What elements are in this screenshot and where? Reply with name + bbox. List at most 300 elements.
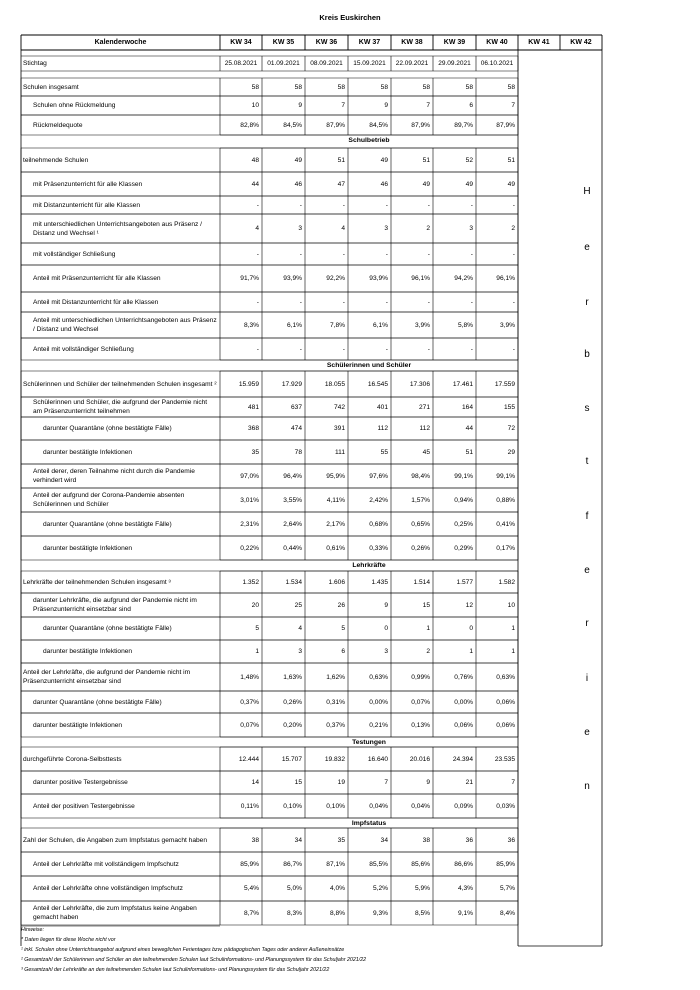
header-kw-34: KW 34 <box>230 39 252 46</box>
table-cell: 0,68% <box>369 520 388 528</box>
table-cell: 15 <box>294 779 302 786</box>
table-cell: 12.444 <box>238 755 259 763</box>
row-label: durchgeführte Corona-Selbsttests <box>23 755 122 763</box>
table-cell: 1.577 <box>456 578 473 586</box>
table-cell: 5,7% <box>499 885 515 892</box>
table-cell: - <box>342 298 345 306</box>
table-cell: 38 <box>251 836 259 844</box>
table-cell: - <box>470 345 473 353</box>
table-cell: - <box>512 298 515 306</box>
table-cell: 25 <box>294 601 302 609</box>
table-cell: 271 <box>418 403 430 411</box>
table-cell: 3 <box>298 648 302 655</box>
table-cell: 9 <box>426 779 430 786</box>
section-heading: Schülerinnen und Schüler <box>326 362 412 369</box>
table-cell: 6 <box>341 648 345 655</box>
table-cell: 92,2% <box>326 275 345 282</box>
table-cell: 4 <box>298 625 302 632</box>
table-cell: 52 <box>465 156 473 164</box>
herbstferien-letter: r <box>585 618 589 629</box>
header-kw-36: KW 36 <box>315 39 338 46</box>
table-cell: 2,64% <box>283 520 302 528</box>
table-cell: - <box>512 250 515 258</box>
table-cell: 87,9% <box>496 121 515 129</box>
table-cell: - <box>385 201 388 209</box>
stichtag-date: 25.08.2021 <box>224 60 258 67</box>
table-cell: 0,37% <box>240 698 259 706</box>
table-cell: 112 <box>419 425 430 432</box>
row-label: darunter bestätigte Infektionen <box>43 544 133 552</box>
footnote: ³ Gesamtzahl der Lehrkräfte an den teilnehmenden Schulen laut Schulinformations- und Planungssystem für das Schuljahr 2021/22 <box>21 967 330 973</box>
table-cell: 19.832 <box>324 755 345 763</box>
table-cell: 1,63% <box>283 673 302 681</box>
table-cell: 0,03% <box>496 802 515 810</box>
table-cell: 4,0% <box>329 885 345 892</box>
table-cell: 85,9% <box>240 860 259 868</box>
table-cell: 23.535 <box>494 755 515 763</box>
table-cell: 0,13% <box>411 721 430 729</box>
table-cell: 7,8% <box>329 321 345 329</box>
table-cell: 58 <box>251 83 259 91</box>
table-cell: 58 <box>337 83 345 91</box>
table-cell: 742 <box>333 403 345 411</box>
table-cell: 4 <box>255 225 259 232</box>
table-cell: 85,6% <box>411 860 430 868</box>
table-cell: 10 <box>251 102 259 109</box>
table-cell: 0,20% <box>283 721 302 729</box>
stichtag-date: 15.09.2021 <box>353 60 386 67</box>
table-cell: 58 <box>422 83 430 91</box>
table-cell: 36 <box>465 836 473 844</box>
row-label: darunter Quarantäne (ohne bestätigte Fälle) <box>43 425 172 432</box>
table-cell: 34 <box>294 836 302 844</box>
row-label: Rückmeldequote <box>33 121 83 129</box>
table-cell: 0,94% <box>454 496 473 504</box>
table-cell: 1.582 <box>498 578 515 586</box>
row-label: darunter bestätigte Infektionen <box>43 448 133 456</box>
table-cell: 46 <box>294 180 302 188</box>
table-cell: 3 <box>384 648 388 655</box>
table-cell: 86,7% <box>283 860 302 868</box>
table-cell: 24.394 <box>452 755 473 763</box>
table-cell: 17.306 <box>409 380 430 388</box>
table-cell: 7 <box>426 102 430 109</box>
table-cell: 8,8% <box>329 909 345 917</box>
table-cell: 368 <box>247 425 259 432</box>
table-cell: 5,4% <box>243 885 259 892</box>
header-kw-35: KW 35 <box>272 39 295 46</box>
table-cell: 155 <box>503 403 515 411</box>
footnote: ¹ inkl. Schulen ohne Unterrichtsangebot aufgrund eines beweglichen Ferientages bzw. pädagogischen Tages oder anderer Außeneinsätze <box>21 947 345 953</box>
footnote: ² Gesamtzahl der Schülerinnen und Schüler an den teilnehmenden Schulen laut Schulinformations- und Planungssystem für das Schuljahr 2021/22 <box>21 957 367 963</box>
row-label: mit Präsenzunterricht für alle Klassen <box>33 180 143 188</box>
herbstferien-letter: s <box>584 403 590 414</box>
row-label: darunter Lehrkräfte, die aufgrund der Pandemie nicht im Präsenzunterricht einsetzbar sind <box>33 597 197 613</box>
table-cell: 112 <box>377 425 388 432</box>
table-cell: 9 <box>384 102 388 109</box>
table-cell: 0,44% <box>283 544 302 552</box>
table-cell: 95,9% <box>326 472 345 480</box>
table-cell: 1.435 <box>371 578 388 586</box>
table-cell: 0,26% <box>411 544 430 552</box>
table-cell: - <box>385 250 388 258</box>
row-label: Anteil der Lehrkräfte, die zum Impfstatus keine Angaben gemacht haben <box>33 905 197 921</box>
table-cell: 1.514 <box>413 578 430 586</box>
table-cell: 0,65% <box>411 520 430 528</box>
header-kw-40: KW 40 <box>486 39 508 46</box>
herbstferien-letter: t <box>585 456 589 467</box>
table-cell: 2 <box>426 225 430 232</box>
row-label: Schülerinnen und Schüler der teilnehmenden Schulen insgesamt ² <box>23 380 217 388</box>
table-cell: 111 <box>334 448 345 456</box>
table-cell: 164 <box>461 403 473 411</box>
table-cell: 2 <box>426 648 430 655</box>
table-cell: 8,3% <box>286 909 302 917</box>
row-label: darunter Quarantäne (ohne bestätigte Fälle) <box>43 625 172 632</box>
table-cell: 1.534 <box>285 578 302 586</box>
table-cell: 96,4% <box>283 472 302 480</box>
table-cell: 36 <box>507 836 515 844</box>
row-label: Schülerinnen und Schüler, die aufgrund der Pandemie nicht am Präsenzunterricht teilnehmen <box>33 399 208 415</box>
herbstferien-letter: f <box>585 511 589 522</box>
stichtag-date: 08.09.2021 <box>310 60 343 67</box>
table-cell: - <box>470 298 473 306</box>
table-cell: - <box>256 250 259 258</box>
table-cell: 51 <box>422 156 430 164</box>
table-cell: 58 <box>294 83 302 91</box>
table-cell: - <box>427 345 430 353</box>
row-label: mit unterschiedlichen Unterrichtsangeboten aus Präsenz / Distanz und Wechsel ¹ <box>33 220 202 237</box>
table-cell: 15 <box>422 601 430 609</box>
table-cell: 0,00% <box>454 698 473 706</box>
table-cell: 8,3% <box>243 321 259 329</box>
row-label: darunter Quarantäne (ohne bestätigte Fälle) <box>33 698 162 706</box>
table-cell: 15.707 <box>281 755 302 763</box>
table-cell: 0,63% <box>496 673 515 681</box>
herbstferien-letter: n <box>584 781 590 792</box>
table-cell: 44 <box>465 425 473 432</box>
table-cell: 0,33% <box>369 544 388 552</box>
herbstferien-letter: e <box>584 727 590 738</box>
table-cell: 2 <box>511 225 515 232</box>
herbstferien-letter: r <box>585 297 589 308</box>
table-cell: 17.461 <box>452 380 473 388</box>
table-cell: 0,11% <box>240 802 259 810</box>
table-cell: 3,9% <box>414 321 430 329</box>
table-cell: 474 <box>290 425 302 432</box>
table-cell: 99,1% <box>496 472 515 480</box>
table-cell: - <box>256 201 259 209</box>
table-cell: - <box>427 298 430 306</box>
table-cell: 0,26% <box>283 698 302 706</box>
herbstferien-letter: e <box>584 242 590 253</box>
row-label: mit vollständiger Schließung <box>33 250 116 258</box>
table-cell: 7 <box>511 779 515 786</box>
stichtag-date: 06.10.2021 <box>480 60 514 67</box>
row-label: Lehrkräfte der teilnehmenden Schulen insgesamt ³ <box>23 578 171 586</box>
table-cell: 49 <box>422 180 430 188</box>
header-kw-39: KW 39 <box>443 39 466 46</box>
table-cell: 16.545 <box>367 380 388 388</box>
table-cell: 1.606 <box>328 578 345 586</box>
header-kw-42: KW 42 <box>570 39 592 46</box>
row-label: Anteil mit vollständiger Schließung <box>33 345 134 353</box>
table-cell: 0,06% <box>454 721 473 729</box>
table-cell: 2,42% <box>369 496 388 504</box>
table-cell: 97,6% <box>369 472 388 480</box>
table-cell: 99,1% <box>454 472 473 480</box>
row-label: Anteil der Lehrkräfte mit vollständigem Impfschutz <box>33 860 179 868</box>
row-label: Anteil derer, deren Teilnahme nicht durch die Pandemie verhindert wird <box>33 468 195 484</box>
table-cell: 49 <box>380 156 388 164</box>
table-cell: 481 <box>247 403 259 411</box>
table-cell: - <box>299 298 302 306</box>
row-label: darunter bestätigte Infektionen <box>43 648 133 655</box>
herbstferien-letter: i <box>585 673 589 684</box>
table-cell: 0,10% <box>283 802 302 810</box>
table-cell: 0,63% <box>369 673 388 681</box>
table-cell: 45 <box>422 448 430 456</box>
table-cell: 0,06% <box>496 698 515 706</box>
row-label: darunter positive Testergebnisse <box>33 779 128 786</box>
table-cell: 29 <box>507 448 515 456</box>
table-cell: 17.929 <box>281 380 302 388</box>
row-label: Anteil mit unterschiedlichen Unterrichtsangeboten aus Präsenz / Distanz und Wechsel <box>33 317 217 333</box>
table-cell: 0,09% <box>454 802 473 810</box>
table-cell: 89,7% <box>454 121 473 129</box>
table-cell: 20 <box>251 601 259 609</box>
table-cell: 0,41% <box>496 520 515 528</box>
table-cell: 93,9% <box>283 275 302 282</box>
herbstferien-letter: b <box>584 349 590 360</box>
table-cell: 19 <box>337 779 345 786</box>
header-kalenderwoche: Kalenderwoche <box>94 39 147 46</box>
table-cell: 0,17% <box>496 544 515 552</box>
table-cell: 6,1% <box>286 321 302 329</box>
table-cell: 5,2% <box>372 885 388 892</box>
herbstferien-letter: e <box>584 565 590 576</box>
table-cell: 35 <box>337 836 345 844</box>
table-cell: 47 <box>337 180 345 188</box>
table-cell: 51 <box>465 448 473 456</box>
table-cell: - <box>299 201 302 209</box>
table-cell: 401 <box>376 403 388 411</box>
table-cell: 85,5% <box>369 860 388 868</box>
section-heading: Lehrkräfte <box>352 562 386 569</box>
table-cell: 0,99% <box>411 673 430 681</box>
table-cell: 98,4% <box>411 472 430 480</box>
row-label: Schulen ohne Rückmeldung <box>33 102 116 109</box>
table-cell: 4 <box>341 225 345 232</box>
table-cell: 1 <box>511 625 515 632</box>
table-cell: 0,04% <box>369 802 388 810</box>
table-cell: 0,21% <box>369 721 388 729</box>
table-cell: 82,8% <box>240 121 259 129</box>
table-cell: 8,4% <box>499 909 515 917</box>
table-cell: 55 <box>380 448 388 456</box>
row-label: Zahl der Schulen, die Angaben zum Impfstatus gemacht haben <box>23 836 208 844</box>
section-heading: Impfstatus <box>351 820 387 827</box>
table-cell: 1 <box>255 648 259 655</box>
table-cell: - <box>470 250 473 258</box>
table-cell: 49 <box>294 156 302 164</box>
table-cell: 5 <box>255 625 259 632</box>
table-cell: 84,5% <box>369 121 388 129</box>
table-cell: 0 <box>384 625 388 632</box>
table-cell: 5,0% <box>286 885 302 892</box>
table-cell: 48 <box>251 156 259 164</box>
table-cell: 7 <box>341 102 345 109</box>
table-cell: 1,57% <box>411 496 430 504</box>
table-cell: 9 <box>298 102 302 109</box>
table-cell: 58 <box>507 83 515 91</box>
table-cell: 6 <box>469 102 473 109</box>
notes-heading: Hinweise: <box>21 927 44 933</box>
stichtag-date: 22.09.2021 <box>395 60 429 67</box>
row-label: Schulen insgesamt <box>23 83 79 91</box>
table-cell: 3 <box>384 225 388 232</box>
table-cell: 91,7% <box>240 275 259 282</box>
table-cell: - <box>385 345 388 353</box>
table-cell: - <box>256 298 259 306</box>
section-heading: Schulbetrieb <box>348 137 390 144</box>
table-cell: 0,31% <box>326 698 345 706</box>
row-label: Anteil der Lehrkräfte ohne vollständigen Impfschutz <box>33 885 183 892</box>
header-kw-38: KW 38 <box>401 39 423 46</box>
table-cell: 1 <box>426 625 430 632</box>
table-cell: 72 <box>507 425 515 432</box>
table-cell: - <box>256 345 259 353</box>
table-cell: 0 <box>469 625 473 632</box>
table-cell: 0,07% <box>240 721 259 729</box>
table-cell: 3,55% <box>283 496 302 504</box>
table-cell: 2,17% <box>326 520 345 528</box>
table-cell: - <box>299 250 302 258</box>
table-cell: 9 <box>384 601 388 609</box>
table-cell: 14 <box>251 779 259 786</box>
table-cell: 1 <box>511 648 515 655</box>
table-cell: 16.640 <box>367 755 388 763</box>
table-cell: 5 <box>341 625 345 632</box>
table-cell: 15.959 <box>238 380 259 388</box>
table-cell: 8,5% <box>414 909 430 917</box>
table-cell: - <box>470 201 473 209</box>
row-label: darunter bestätigte Infektionen <box>33 721 123 729</box>
table-cell: - <box>342 345 345 353</box>
table-cell: - <box>299 345 302 353</box>
table-cell: 58 <box>380 83 388 91</box>
table-cell: - <box>342 250 345 258</box>
table-cell: 4,3% <box>457 885 473 892</box>
table-cell: 87,9% <box>411 121 430 129</box>
table-cell: 5,9% <box>414 885 430 892</box>
table-cell: 0,25% <box>454 520 473 528</box>
herbstferien-letter: H <box>583 186 591 197</box>
table-cell: - <box>427 250 430 258</box>
table-cell: - <box>427 201 430 209</box>
table-cell: 0,29% <box>454 544 473 552</box>
section-heading: Testungen <box>352 739 386 746</box>
table-cell: 93,9% <box>369 275 388 282</box>
table-cell: 1.352 <box>242 578 259 586</box>
row-label: Anteil mit Präsenzunterricht für alle Klassen <box>33 275 161 282</box>
header-kw-41: KW 41 <box>528 39 550 46</box>
table-cell: 0,10% <box>326 802 345 810</box>
table-cell: 58 <box>465 83 473 91</box>
table-cell: 0,07% <box>411 698 430 706</box>
table-cell: 49 <box>507 180 515 188</box>
table-cell: 18.055 <box>324 380 345 388</box>
table-cell: 1,62% <box>326 673 345 681</box>
table-cell: 21 <box>465 779 473 786</box>
table-cell: 0,22% <box>240 544 259 552</box>
table-cell: 1 <box>469 648 473 655</box>
table-cell: 51 <box>337 156 345 164</box>
table-cell: 7 <box>511 102 515 109</box>
table-cell: 2,31% <box>240 520 259 528</box>
table-cell: 85,9% <box>496 860 515 868</box>
header-kw-37: KW 37 <box>358 39 381 46</box>
table-cell: 7 <box>384 779 388 786</box>
stichtag-date: 29.09.2021 <box>438 60 471 67</box>
table-cell: 5,8% <box>457 321 473 329</box>
table-cell: 0,37% <box>326 721 345 729</box>
table-cell: 96,1% <box>496 275 515 282</box>
table-cell: 96,1% <box>411 275 430 282</box>
table-cell: 3 <box>469 225 473 232</box>
table-cell: 1,48% <box>240 673 259 681</box>
table-cell: 3,9% <box>499 321 515 329</box>
table-cell: 0,04% <box>411 802 430 810</box>
table-cell: 78 <box>294 448 302 456</box>
table-cell: 26 <box>337 601 345 609</box>
table-cell: 10 <box>507 601 515 609</box>
table-cell: 51 <box>507 156 515 164</box>
row-label: Anteil der aufgrund der Corona-Pandemie absenten Schülerinnen und Schüler <box>33 492 185 508</box>
table-cell: 84,5% <box>283 121 302 129</box>
footnote: * Daten liegen für diese Woche nicht vor <box>21 937 116 943</box>
table-cell: 44 <box>251 180 259 188</box>
row-label: darunter Quarantäne (ohne bestätigte Fälle) <box>43 520 172 528</box>
table-cell: 0,00% <box>369 698 388 706</box>
table-cell: 49 <box>465 180 473 188</box>
page-title: Kreis Euskirchen <box>319 13 381 22</box>
row-label: Anteil der Lehrkräfte, die aufgrund der Pandemie nicht im Präsenzunterricht einsetzbar sind <box>23 669 191 685</box>
table-cell: 87,9% <box>326 121 345 129</box>
table-cell: 0,06% <box>496 721 515 729</box>
table-cell: 0,88% <box>496 496 515 504</box>
table-cell: 9,3% <box>372 909 388 917</box>
stichtag-label: Stichtag <box>23 60 47 67</box>
table-cell: 0,76% <box>454 673 473 681</box>
table-cell: - <box>385 298 388 306</box>
row-label: teilnehmende Schulen <box>23 156 89 164</box>
table-cell: 391 <box>333 425 345 432</box>
table-cell: 20.016 <box>409 755 430 763</box>
table-cell: 0,61% <box>326 544 345 552</box>
table-cell: 86,6% <box>454 860 473 868</box>
table-cell: 12 <box>465 601 473 609</box>
table-cell: - <box>512 201 515 209</box>
table-cell: 637 <box>290 403 302 411</box>
table-cell: - <box>512 345 515 353</box>
table-cell: 4,11% <box>326 496 345 504</box>
table-cell: 34 <box>380 836 388 844</box>
table-cell: 3 <box>298 225 302 232</box>
table-cell: - <box>342 201 345 209</box>
row-label: mit Distanzunterricht für alle Klassen <box>33 201 141 209</box>
table-cell: 94,2% <box>454 275 473 282</box>
